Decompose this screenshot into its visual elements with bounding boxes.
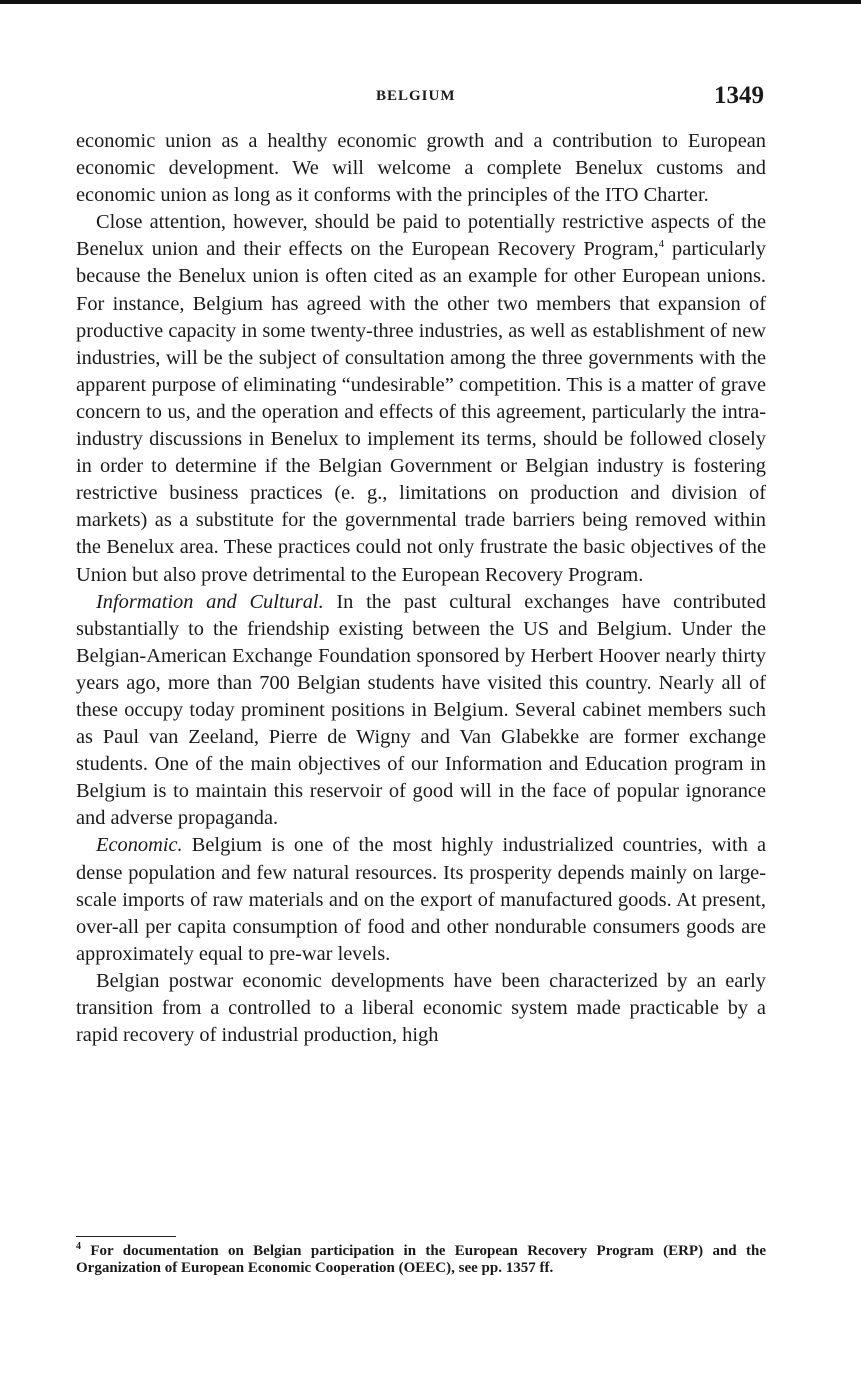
page-number: 1349 — [714, 82, 764, 109]
running-head — [78, 84, 766, 118]
section-lead-information-cultural: Information and Cultural. — [96, 590, 324, 613]
paragraph-continuation — [76, 128, 766, 209]
footnote-text: For documentation on Belgian participation in the European Recovery Program (ERP) and the Organization of European Economic Cooperation (OEEC), see pp. 1357 ff. — [76, 1243, 766, 1276]
body-text — [76, 128, 766, 1049]
footnotes — [76, 1243, 766, 1277]
section-lead-economic: Economic. — [96, 834, 183, 857]
footnote-divider — [76, 1236, 176, 1237]
paragraph-economic — [76, 832, 766, 967]
paragraph-benelux-concerns — [76, 209, 766, 588]
paragraph-text: Close attention, however, should be paid to potentially restrictive aspects of the Benelux union and their effects on the European Recovery Program, — [76, 211, 766, 261]
paragraph-postwar-developments — [76, 968, 766, 1049]
footnote-reference[interactable]: 4 — [658, 238, 665, 251]
paragraph-text: particularly because the Benelux union is often cited as an example for other European unions. For instance, Belgium has agreed with the other two members that expansion of productive capacity in some twenty-three industries, as well as establishment of new industries, will be the subject of consultation among the three governments with the apparent purpose of eliminating “undesirable” competition. This is a matter of grave concern to us, and the operation and effects of this agreement, particularly the intra-industry discussions in Benelux to implement its terms, should be followed closely in order to determine if the Belgian Government or Belgian industry is fostering restrictive business practices (e. g., limitations on production and division of markets) as a substitute for the governmental trade barriers being removed within the Benelux area. These practices could not only frustrate the basic objectives of the Union but also prove detrimental to the European Recovery Program. — [76, 238, 766, 586]
paragraph-text: In the past cultural exchanges have contributed substantially to the friendship existing between the US and Belgium. Under the Belgian-American Exchange Foundation sponsored by Herbert Hoover nearly thirty years ago, more than 700 Belgian students have visited this country. Nearly all of these occupy today prominent positions in Belgium. Several cabinet members such as Paul van Zeeland, Pierre de Wigny and Van Glabekke are former exchange students. One of the main objectives of our Information and Education program in Belgium is to maintain this reservoir of good will in the face of popular ignorance and adverse propaganda. — [76, 590, 766, 830]
footnote-item — [76, 1243, 766, 1277]
paragraph-text: Belgian postwar economic developments have been characterized by an early transition from a controlled to a liberal economic system made practicable by a rapid recovery of industrial production, high — [76, 969, 766, 1047]
running-title: BELGIUM — [376, 88, 456, 104]
paragraph-information-cultural — [76, 589, 766, 833]
top-edge-rule — [0, 0, 861, 4]
paragraph-text: economic union as a healthy economic growth and a contribution to European economic development. We will welcome a complete Benelux customs and economic union as long as it conforms with the principles of the ITO Charter. — [76, 130, 766, 207]
paragraph-text: Belgium is one of the most highly industrialized countries, with a dense population and few natural resources. Its prosperity depends mainly on large-scale imports of raw materials and on the export of manufactured goods. At present, over-all per capita consumption of food and other nondurable consumers goods are approximately equal to pre-war levels. — [76, 834, 766, 965]
footnote-mark: 4 — [76, 1241, 81, 1252]
